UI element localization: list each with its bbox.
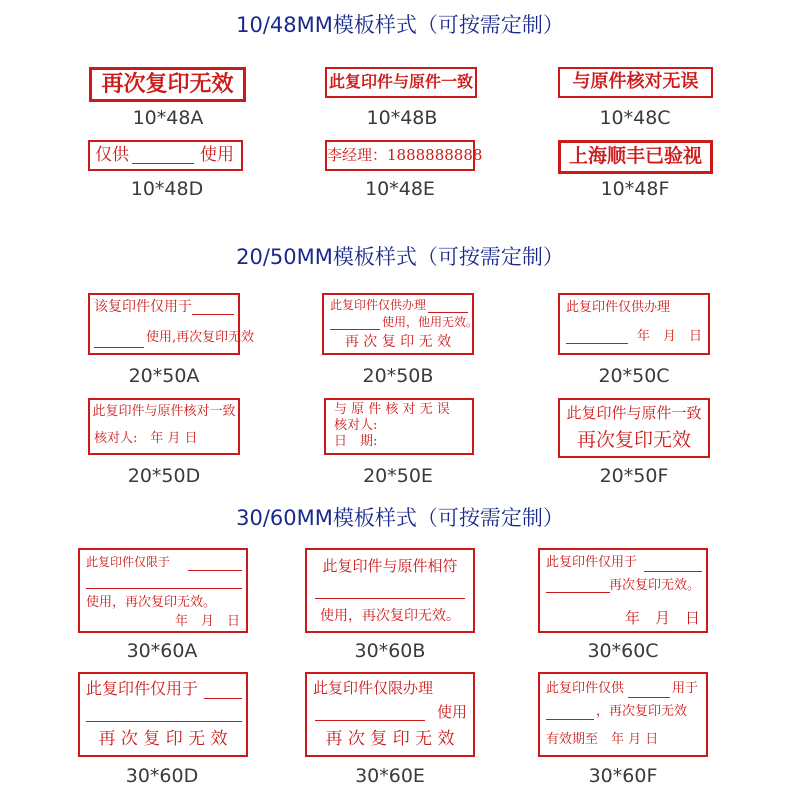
template-code-10-48e: 10*48E — [365, 178, 435, 200]
fill-in-blank — [428, 312, 468, 313]
stamp-10-48b — [325, 67, 477, 98]
stamp-text: 此复印件仅供 — [546, 681, 625, 696]
fill-in-blank — [188, 570, 242, 571]
stamp-text: 仅供 — [95, 145, 129, 165]
stamp-20-50b — [322, 293, 479, 355]
fill-in-blank — [132, 163, 194, 164]
stamp-text: 使用 — [436, 703, 467, 721]
stamp-text: 使用,再次复印无效 — [146, 330, 255, 345]
stamp-text: 使用，再次复印无效。 — [86, 595, 217, 610]
template-code-30-60b: 30*60B — [354, 640, 426, 662]
template-code-20-50d: 20*50D — [127, 465, 201, 487]
stamp-30-60c — [538, 548, 708, 633]
stamp-text: 此复印件与原件核对一致 — [92, 404, 236, 419]
stamp-30-60f — [538, 672, 708, 757]
template-code-20-50b: 20*50B — [362, 365, 434, 387]
stamp-text: 使用 — [200, 145, 234, 165]
stamp-text: 与 原 件 核 对 无 误 — [334, 402, 450, 417]
stamp-20-50d — [88, 398, 240, 455]
stamp-text: 与原件核对无误 — [572, 71, 699, 92]
template-code-10-48b: 10*48B — [366, 107, 438, 129]
template-code-20-50c: 20*50C — [598, 365, 670, 387]
fill-in-blank — [315, 598, 465, 599]
fill-in-blank — [546, 719, 594, 720]
stamp-text: 年 月 日 — [174, 614, 240, 629]
stamp-text: 再次复印无效。 — [608, 578, 700, 593]
stamp-text: 此复印件仅用于 — [86, 679, 199, 698]
stamp-10-48a — [89, 67, 246, 102]
stamp-text: 此复印件与原件相符 — [322, 557, 458, 575]
fill-in-blank — [315, 720, 425, 721]
stamp-text: 使用，他用无效。 — [382, 315, 479, 329]
stamp-text: 日 期: — [334, 434, 378, 449]
stamp-text: 此复印件与原件一致 — [328, 72, 473, 91]
fill-in-blank — [86, 588, 242, 589]
stamp-10-48d — [88, 140, 243, 171]
stamp-text: 此复印件仅限办理 — [313, 679, 434, 697]
stamp-text: 用于 — [672, 681, 699, 696]
section-title-10-48: 10/48MM模板样式（可按需定制） — [236, 13, 564, 37]
template-code-30-60a: 30*60A — [126, 640, 198, 662]
template-code-10-48d: 10*48D — [130, 178, 204, 200]
fill-in-blank — [546, 592, 610, 593]
stamp-text: 年 月 日 — [624, 609, 700, 627]
stamp-30-60a — [78, 548, 248, 633]
template-code-30-60d: 30*60D — [125, 765, 199, 787]
stamp-text: 此复印件仅供办理 — [566, 300, 671, 315]
stamp-text: 再 次 复 印 无 效 — [325, 729, 455, 749]
stamp-text: 该复印件仅用于 — [94, 299, 192, 315]
stamp-text: 再次复印无效 — [101, 71, 234, 97]
template-code-10-48a: 10*48A — [132, 107, 204, 129]
section-title-20-50: 20/50MM模板样式（可按需定制） — [236, 245, 564, 269]
stamp-20-50c — [558, 293, 710, 355]
stamp-text: 此复印件仅限于 — [86, 555, 171, 569]
stamp-text: 有效期至 年 月 日 — [546, 732, 659, 747]
stamp-text: 再 次 复 印 无 效 — [344, 334, 452, 350]
template-code-20-50a: 20*50A — [128, 365, 200, 387]
fill-in-blank — [628, 697, 670, 698]
stamp-text: 年 月 日 — [636, 329, 702, 344]
stamp-text: 上海顺丰已验视 — [568, 145, 702, 167]
template-code-30-60f: 30*60F — [588, 765, 658, 787]
stamp-20-50a — [88, 293, 255, 355]
stamp-30-60e — [305, 672, 475, 757]
stamp-text: 核对人: — [334, 418, 378, 433]
fill-in-blank — [86, 721, 242, 722]
stamp-30-60d — [78, 672, 248, 757]
fill-in-blank — [566, 343, 628, 344]
template-code-10-48c: 10*48C — [599, 107, 671, 129]
stamp-text: ，再次复印无效 — [596, 704, 688, 719]
section-title-30-60: 30/60MM模板样式（可按需定制） — [236, 506, 564, 530]
stamp-10-48e — [325, 140, 483, 171]
fill-in-blank — [94, 347, 144, 348]
template-code-20-50f: 20*50F — [599, 465, 669, 487]
stamp-10-48c — [558, 67, 713, 98]
stamp-text: 再次复印无效 — [576, 429, 691, 451]
stamp-text: 李经理：1888888888 — [327, 146, 483, 164]
template-code-10-48f: 10*48F — [600, 178, 670, 200]
fill-in-blank — [330, 329, 380, 330]
template-code-30-60e: 30*60E — [355, 765, 425, 787]
fill-in-blank — [204, 698, 242, 699]
stamp-10-48f — [558, 140, 713, 174]
fill-in-blank — [192, 314, 234, 315]
stamp-text: 再 次 复 印 无 效 — [98, 729, 228, 749]
stamp-text: 核对人: 年 月 日 — [94, 431, 198, 446]
fill-in-blank — [644, 571, 702, 572]
stamp-text: 使用，再次复印无效。 — [320, 608, 460, 624]
stamp-20-50e — [324, 398, 474, 455]
stamp-text: 此复印件仅用于 — [546, 555, 638, 570]
stamp-text: 此复印件仅供办理 — [330, 298, 427, 312]
template-code-30-60c: 30*60C — [587, 640, 659, 662]
stamp-text: 此复印件与原件一致 — [566, 404, 702, 422]
stamp-20-50f — [558, 398, 710, 458]
stamp-30-60b — [305, 548, 475, 633]
template-code-20-50e: 20*50E — [363, 465, 433, 487]
